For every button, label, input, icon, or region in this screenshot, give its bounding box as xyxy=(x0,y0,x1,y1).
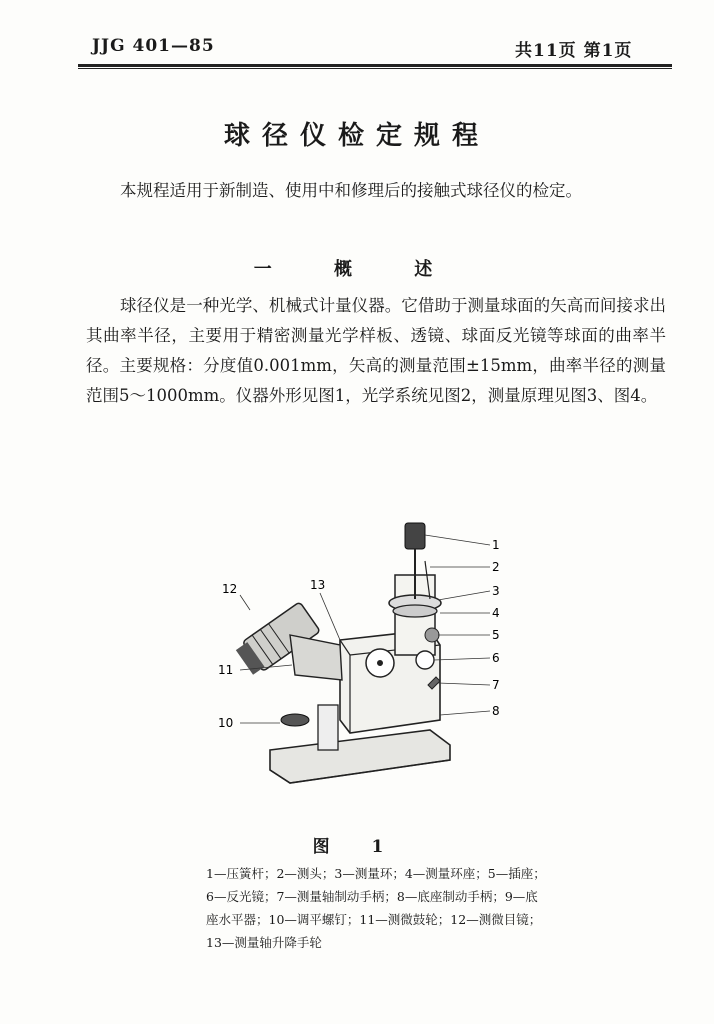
callout-11: 11 xyxy=(218,663,234,677)
callout-13: 13 xyxy=(310,578,326,592)
header-doc-code: JJG 401—85 xyxy=(92,36,215,56)
intro-paragraph: 本规程适用于新制造、使用中和修理后的接触式球径仪的检定。 xyxy=(120,181,582,200)
instrument-illustration xyxy=(200,515,520,820)
figure-caption: 图 1 xyxy=(312,837,402,857)
callout-5: 5 xyxy=(492,628,500,642)
callout-7: 7 xyxy=(492,678,500,692)
page-title: 球径仪检定规程 xyxy=(223,121,490,151)
callout-6: 6 xyxy=(492,651,500,665)
callout-8: 8 xyxy=(492,704,500,718)
figure-legend: 1—压簧杆；2—测头；3—测量环；4—测量环座；5—插座；6—反光镜；7—测量轴制动手柄；8—底座制动手柄；9—底座水平器；10—调平螺钉；11—测微鼓轮；12—测微目镜；13—测量轴升降手轮 xyxy=(206,866,546,950)
callout-12: 12 xyxy=(222,582,238,596)
header-rule-thin xyxy=(78,68,672,69)
section-heading: 一 概 述 xyxy=(253,259,461,280)
overview-paragraph: 球径仪是一种光学、机械式计量仪器。它借助于测量球面的矢高而间接求出其曲率半径，主要用于精密测量光学样板、透镜、球面反光镜等球面的曲率半径。主要规格：分度值0.001mm，矢高的测量范围±15mm，曲率半径的测量范围5～1000mm。仪器外形见图1，光学系统见图2，测量原理见图3、图4。 xyxy=(86,296,666,405)
callout-2: 2 xyxy=(492,560,500,574)
header-page-info: 共11页 第1页 xyxy=(515,41,633,61)
callout-4: 4 xyxy=(492,606,500,620)
callout-10: 10 xyxy=(218,716,234,730)
callout-1: 1 xyxy=(492,538,500,552)
callout-3: 3 xyxy=(492,584,500,598)
header-rule xyxy=(78,64,672,67)
